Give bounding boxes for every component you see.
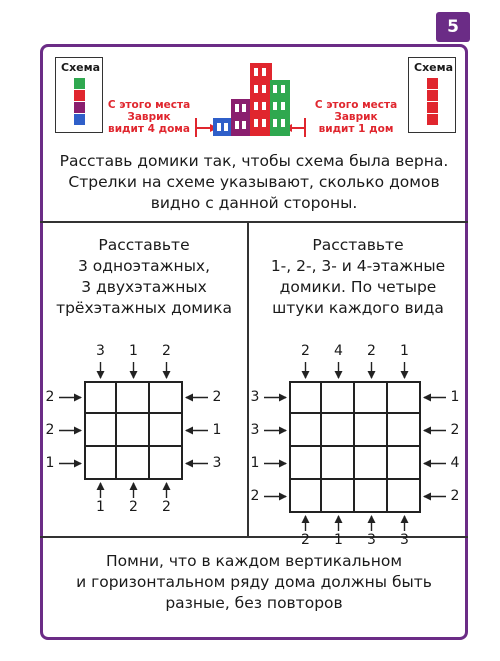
footer-line-3: разные, без повторов <box>165 594 343 612</box>
clue-bottom: 2 <box>129 499 138 515</box>
clue-bottom: 3 <box>400 532 409 548</box>
arrow-up-icon <box>302 515 310 531</box>
clue-left: 2 <box>45 421 55 438</box>
clue-left: 1 <box>45 454 55 471</box>
clue-top: 2 <box>367 343 376 359</box>
grid-cell[interactable] <box>386 412 421 447</box>
clue-left: 3 <box>250 421 260 438</box>
clue-bottom: 3 <box>367 532 376 548</box>
arrow-right-icon <box>264 493 287 501</box>
clue-bottom: 1 <box>334 532 343 548</box>
page-number-badge: 5 <box>436 12 470 42</box>
clue-right: 1 <box>212 421 222 438</box>
task-right-line-3: домики. По четыре <box>279 278 437 296</box>
left-note-line-3: видит 4 дома <box>108 123 190 135</box>
footer-line-1: Помни, что в каждом вертикальном <box>105 552 403 570</box>
instruction-line-3: видно с данной стороны. <box>150 194 358 212</box>
arrow-up-icon <box>401 515 409 531</box>
clue-bottom: 2 <box>301 532 310 548</box>
grid-cell[interactable] <box>289 412 322 447</box>
arrow-down-icon <box>302 362 310 379</box>
clue-bottom: 2 <box>162 499 171 515</box>
clue-right: 3 <box>212 454 222 471</box>
footer-line-2: и горизонтальном ряду дома должны быть <box>76 573 432 591</box>
arrow-right-icon <box>264 427 287 435</box>
task-right-line-1: Расставьте <box>312 236 404 254</box>
arrow-down-icon <box>401 362 409 379</box>
left-note-line-2: Заврик <box>127 111 171 123</box>
task-left-line-1: Расставьте <box>98 236 190 254</box>
task-right-line-4: штуки каждого вида <box>272 299 444 317</box>
grid-cell[interactable] <box>353 478 388 513</box>
arrow-down-icon <box>368 362 376 379</box>
grid-cell[interactable] <box>353 412 388 447</box>
clue-right: 2 <box>212 388 222 405</box>
clue-top: 3 <box>96 343 105 359</box>
grid-cell[interactable] <box>353 445 388 480</box>
grid-cell[interactable] <box>386 478 421 513</box>
clue-left: 3 <box>250 388 260 405</box>
schema-left-title: Схема <box>61 61 101 74</box>
clue-right: 4 <box>450 454 460 471</box>
left-note-line-1: С этого места <box>107 99 191 111</box>
grid-cell[interactable] <box>320 445 355 480</box>
right-note-line-3: видит 1 дом <box>318 123 394 135</box>
arrow-up-icon <box>368 515 376 531</box>
grid-cell[interactable] <box>320 478 355 513</box>
clue-top: 2 <box>301 343 310 359</box>
clue-left: 2 <box>45 388 55 405</box>
clue-top: 4 <box>334 343 343 359</box>
clue-bottom: 1 <box>96 499 105 515</box>
arrow-down-icon <box>335 362 343 379</box>
arrow-right-icon <box>264 460 287 468</box>
arrow-left-icon <box>423 493 446 501</box>
grid-cell[interactable] <box>386 445 421 480</box>
grid-cell[interactable] <box>320 381 355 414</box>
clue-left: 1 <box>250 454 260 471</box>
arrow-left-icon <box>423 427 446 435</box>
grid-cell[interactable] <box>289 478 322 513</box>
grid-cell[interactable] <box>289 445 322 480</box>
task-left-line-3: 3 двухэтажных <box>81 278 207 296</box>
task-right-line-2: 1-, 2-, 3- и 4-этажные <box>270 257 446 275</box>
clue-top: 1 <box>400 343 409 359</box>
schema-right-title: Схема <box>414 61 454 74</box>
task-left-line-4: трёхэтажных домика <box>56 299 232 317</box>
arrow-left-icon <box>423 460 446 468</box>
clue-right: 2 <box>450 487 460 504</box>
clue-right: 2 <box>450 421 460 438</box>
grid-cell[interactable] <box>353 381 388 414</box>
right-note-line-1: С этого места <box>314 99 398 111</box>
arrow-up-icon <box>335 515 343 531</box>
clue-right: 1 <box>450 388 460 405</box>
clue-left: 2 <box>250 487 260 504</box>
grid-cell[interactable] <box>320 412 355 447</box>
arrow-left-icon <box>423 394 446 402</box>
grid-cell[interactable] <box>289 381 322 414</box>
arrow-right-icon <box>264 394 287 402</box>
clue-top: 1 <box>129 343 138 359</box>
footer-text <box>42 551 466 614</box>
clue-top: 2 <box>162 343 171 359</box>
instruction-line-1: Расставь домики так, чтобы схема была верна. <box>59 152 449 170</box>
right-note-line-2: Заврик <box>334 111 378 123</box>
task-left-line-2: 3 одноэтажных, <box>77 257 211 275</box>
grid-cell[interactable] <box>386 381 421 414</box>
instruction-line-2: Стрелки на схеме указывают, сколько домов <box>68 173 440 191</box>
